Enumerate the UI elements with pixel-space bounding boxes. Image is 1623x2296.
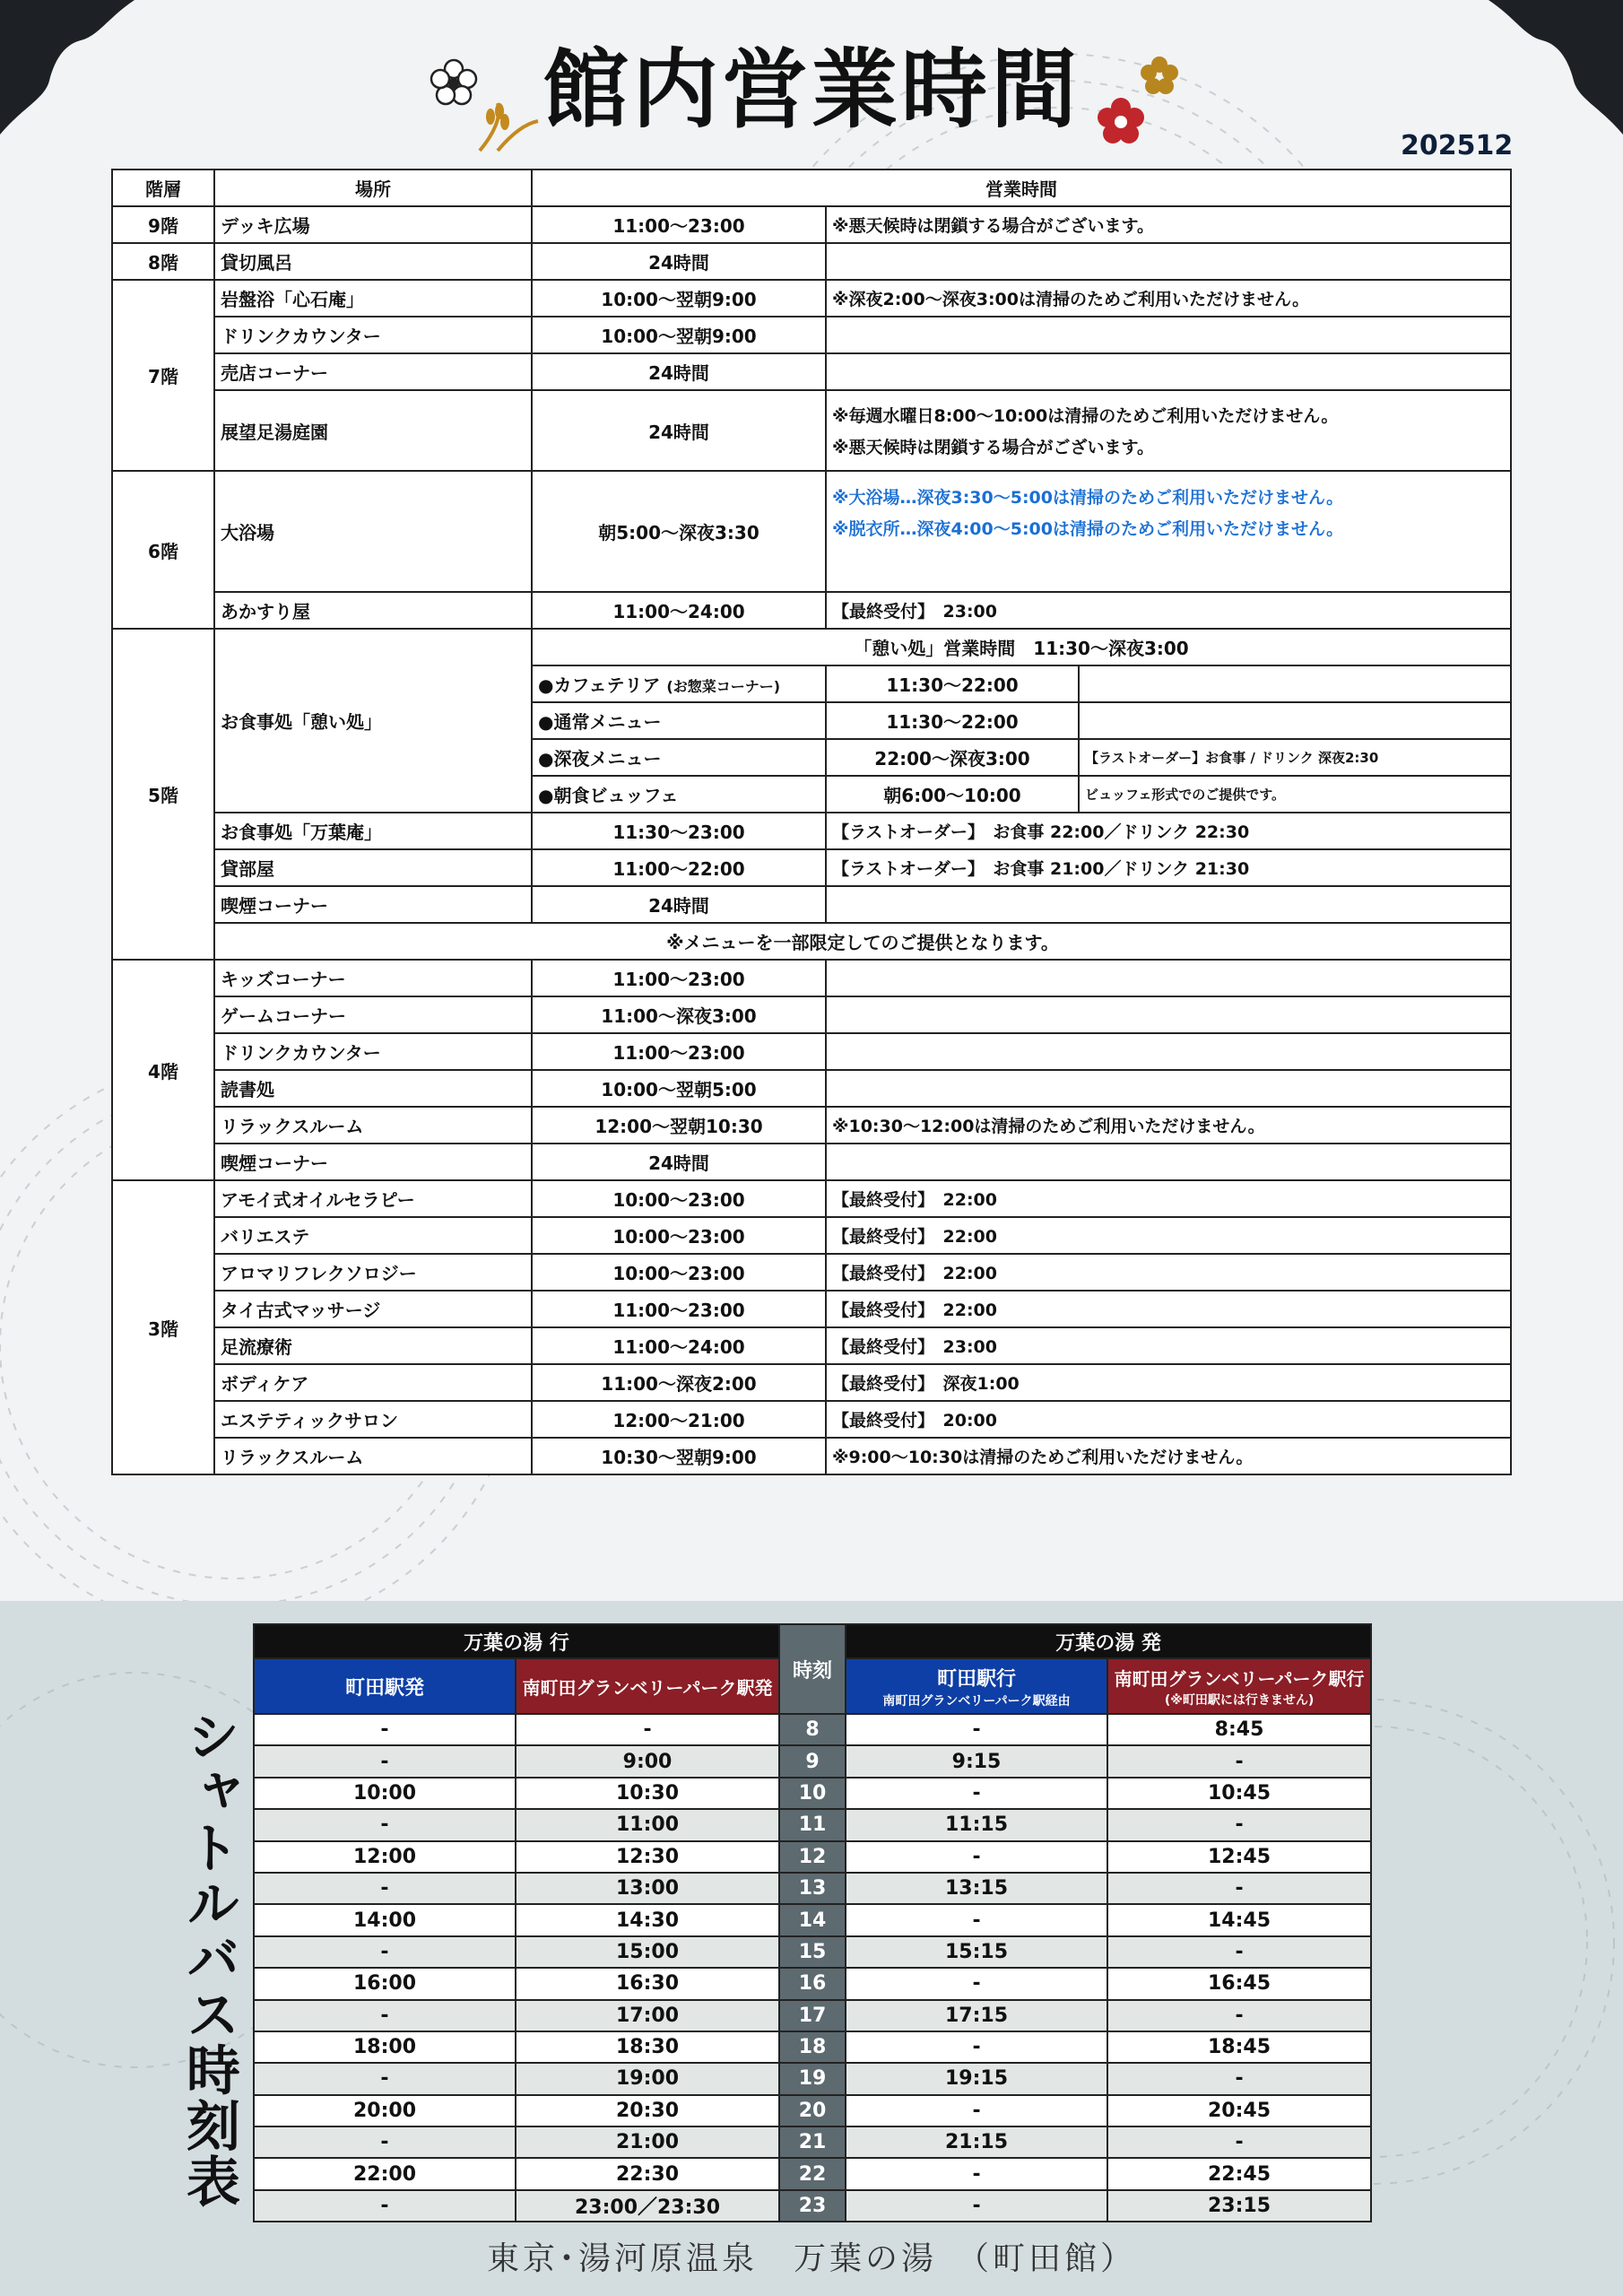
shuttle-row (254, 1714, 1371, 1745)
machida-departure-time: - (254, 1809, 516, 1840)
to-machida-time: 15:15 (846, 1936, 1107, 1968)
table-row (112, 813, 1511, 849)
opening-hours: 10:00〜翌朝9:00 (532, 280, 826, 317)
place-name: バリエステ (214, 1217, 532, 1254)
note: 【最終受付】 23:00 (826, 592, 1511, 629)
opening-hours: 24時間 (532, 353, 826, 390)
footer-facility-name: 東京･湯河原温泉 万葉の湯 （町田館） (486, 2240, 1136, 2277)
table-row (112, 280, 1511, 317)
place-name: お食事処「憩い処」 (214, 629, 532, 813)
note: 【ラストオーダー】お食事 / ドリンク 深夜2:30 (1079, 739, 1511, 776)
minami-machida-departure-time: 20:30 (516, 2095, 779, 2126)
place-name: 展望足湯庭園 (214, 390, 532, 471)
note: 【最終受付】 22:00 (826, 1180, 1511, 1217)
to-minami-machida-time: - (1107, 1809, 1371, 1840)
opening-hours: 11:00〜深夜2:00 (532, 1364, 826, 1401)
note (826, 317, 1511, 353)
table-row (112, 629, 1511, 665)
note: ※深夜2:00〜深夜3:00は清掃のためご利用いただけません。 (826, 280, 1511, 317)
shuttle-row (254, 2158, 1371, 2189)
shuttle-row (254, 2031, 1371, 2063)
to-minami-machida-time: 20:45 (1107, 2095, 1371, 2126)
opening-hours: 11:00〜22:00 (532, 849, 826, 886)
minami-machida-departure-time: 14:30 (516, 1904, 779, 1935)
shuttle-row (254, 1778, 1371, 1809)
machida-departure-time: - (254, 2000, 516, 2031)
place-name: ドリンクカウンター (214, 1033, 532, 1070)
note (826, 1070, 1511, 1107)
table-row (112, 960, 1511, 996)
table-row (112, 390, 1511, 471)
table-row (112, 996, 1511, 1033)
note-line: ※大浴場…深夜3:30〜5:00は清掃のためご利用いただけません。 (832, 488, 1344, 508)
table-row (112, 1254, 1511, 1291)
machida-departure-time: - (254, 1745, 516, 1777)
hour-cell: 8 (779, 1714, 846, 1745)
place-name: アモイ式オイルセラピー (214, 1180, 532, 1217)
floor-label: 4階 (112, 960, 214, 1180)
opening-hours: 11:00〜24:00 (532, 1327, 826, 1364)
machida-departure-time: 12:00 (254, 1841, 516, 1873)
table-row (112, 1327, 1511, 1364)
to-machida-sub: 南町田グランベリーパーク駅経由 (882, 1693, 1071, 1709)
note: 【最終受付】 23:00 (826, 1327, 1511, 1364)
floor-header: 階層 (112, 170, 214, 206)
opening-hours: 11:00〜23:00 (532, 1033, 826, 1070)
machida-departure-time: 20:00 (254, 2095, 516, 2126)
note (826, 996, 1511, 1033)
menu-name-sub: (お惣菜コーナー) (666, 678, 781, 695)
menu-name: ●通常メニュー (532, 702, 826, 739)
table-row (112, 592, 1511, 629)
to-machida-time: - (846, 1904, 1107, 1935)
menu-name: ●朝食ビュッフェ (532, 776, 826, 813)
opening-hours: 11:30〜22:00 (826, 702, 1079, 739)
note: 【ラストオーダー】 お食事 21:00／ドリンク 21:30 (826, 849, 1511, 886)
shuttle-row (254, 2063, 1371, 2094)
machida-departure-time: - (254, 2190, 516, 2222)
note: ※9:00〜10:30は清掃のためご利用いただけません。 (826, 1438, 1511, 1474)
opening-hours: 10:00〜23:00 (532, 1254, 826, 1291)
to-minami-machida-time: - (1107, 1936, 1371, 1968)
floor-label: 7階 (112, 280, 214, 471)
note (826, 886, 1511, 923)
edition-code: 202512 (1401, 130, 1514, 161)
to-machida-time: - (846, 1778, 1107, 1809)
machida-departure-time: - (254, 2063, 516, 2094)
minami-machida-departure-time: 17:00 (516, 2000, 779, 2031)
note (1079, 702, 1511, 739)
minami-machida-departure-time: 15:00 (516, 1936, 779, 1968)
hour-cell: 16 (779, 1968, 846, 1999)
table-row (112, 471, 1511, 592)
shuttle-row (254, 2126, 1371, 2158)
minami-machida-departure-time: 22:30 (516, 2158, 779, 2189)
place-name: タイ古式マッサージ (214, 1291, 532, 1327)
hours-header: 営業時間 (532, 170, 1511, 206)
opening-hours: 22:00〜深夜3:00 (826, 739, 1079, 776)
hour-cell: 17 (779, 2000, 846, 2031)
note (1079, 665, 1511, 702)
place-name: デッキ広場 (214, 206, 532, 243)
to-minami-machida-time: 22:45 (1107, 2158, 1371, 2189)
floor-label: 8階 (112, 243, 214, 280)
hour-cell: 20 (779, 2095, 846, 2126)
table-row (112, 1217, 1511, 1254)
machida-departure-time: - (254, 1714, 516, 1745)
to-machida-time: - (846, 2190, 1107, 2222)
to-manyo-header: 万葉の湯 行 (254, 1624, 779, 1658)
place-name: ドリンクカウンター (214, 317, 532, 353)
place-name: 読書処 (214, 1070, 532, 1107)
machida-departure-time: 18:00 (254, 2031, 516, 2063)
machida-departure-time: - (254, 1873, 516, 1904)
to-machida-time: 11:15 (846, 1809, 1107, 1840)
menu-name: ●深夜メニュー (532, 739, 826, 776)
shuttle-body (254, 1714, 1371, 2222)
to-minami-machida-time: 16:45 (1107, 1968, 1371, 1999)
to-machida-header (846, 1658, 1107, 1714)
to-minami-machida-time: - (1107, 1745, 1371, 1777)
shuttle-row (254, 1936, 1371, 1968)
place-name: お食事処「万葉庵」 (214, 813, 532, 849)
hour-cell: 10 (779, 1778, 846, 1809)
opening-hours: 10:00〜翌朝9:00 (532, 317, 826, 353)
to-minami-machida-time: - (1107, 2063, 1371, 2094)
note: 【最終受付】 22:00 (826, 1254, 1511, 1291)
hour-cell: 23 (779, 2190, 846, 2222)
table-row (112, 1107, 1511, 1144)
to-minami-machida-time: 10:45 (1107, 1778, 1371, 1809)
table-row (112, 243, 1511, 280)
menu-name (532, 665, 826, 702)
minami-machida-departure-time: 11:00 (516, 1809, 779, 1840)
minami-machida-departure-time: 19:00 (516, 2063, 779, 2094)
opening-hours: 11:00〜23:00 (532, 1291, 826, 1327)
floor-label: 5階 (112, 629, 214, 960)
minami-machida-departure-time: 12:30 (516, 1841, 779, 1873)
hour-cell: 19 (779, 2063, 846, 2094)
opening-hours: 24時間 (532, 886, 826, 923)
note (826, 1144, 1511, 1180)
place-name: 岩盤浴「心石庵」 (214, 280, 532, 317)
opening-hours: 24時間 (532, 1144, 826, 1180)
to-machida-time: - (846, 2031, 1107, 2063)
to-minami-machida-time: 14:45 (1107, 1904, 1371, 1935)
note (826, 353, 1511, 390)
hour-cell: 12 (779, 1841, 846, 1873)
machida-departure-time: - (254, 1936, 516, 1968)
to-machida-time: - (846, 2095, 1107, 2126)
hour-cell: 18 (779, 2031, 846, 2063)
table-row (112, 1401, 1511, 1438)
hour-cell: 9 (779, 1745, 846, 1777)
opening-hours: 11:00〜24:00 (532, 592, 826, 629)
shuttle-row (254, 2095, 1371, 2126)
to-minami-machida-time: 23:15 (1107, 2190, 1371, 2222)
floor-label: 9階 (112, 206, 214, 243)
to-machida-time: - (846, 1841, 1107, 1873)
table-row (112, 1144, 1511, 1180)
hour-cell: 13 (779, 1873, 846, 1904)
to-machida-time: 19:15 (846, 2063, 1107, 2094)
table-row (112, 1438, 1511, 1474)
table-row (112, 1364, 1511, 1401)
to-machida-label: 町田駅行 (937, 1667, 1017, 1691)
shuttle-header-row (254, 1624, 1371, 1658)
table-row (112, 1033, 1511, 1070)
hour-cell: 21 (779, 2126, 846, 2158)
shuttle-row (254, 2000, 1371, 2031)
place-name: 売店コーナー (214, 353, 532, 390)
to-machida-time: - (846, 2158, 1107, 2189)
note: 【最終受付】 22:00 (826, 1291, 1511, 1327)
machida-departure-time: 22:00 (254, 2158, 516, 2189)
place-name: キッズコーナー (214, 960, 532, 996)
opening-hours: 11:00〜23:00 (532, 960, 826, 996)
opening-hours: 11:00〜23:00 (532, 206, 826, 243)
hour-cell: 22 (779, 2158, 846, 2189)
place-name: 足流療術 (214, 1327, 532, 1364)
note: ビュッフェ形式でのご提供です。 (1079, 776, 1511, 813)
to-minami-machida-time: - (1107, 2126, 1371, 2158)
note (826, 471, 1511, 592)
opening-hours: 24時間 (532, 243, 826, 280)
opening-hours: 11:30〜23:00 (532, 813, 826, 849)
opening-hours: 10:30〜翌朝9:00 (532, 1438, 826, 1474)
minami-machida-departure-time: 10:30 (516, 1778, 779, 1809)
machida-departure-time: 16:00 (254, 1968, 516, 1999)
hour-cell: 11 (779, 1809, 846, 1840)
place-name: アロマリフレクソロジー (214, 1254, 532, 1291)
place-name: 貸切風呂 (214, 243, 532, 280)
opening-hours: 12:00〜翌朝10:30 (532, 1107, 826, 1144)
minami-machida-departure-time: 18:30 (516, 2031, 779, 2063)
table-row (112, 353, 1511, 390)
table-row (112, 1291, 1511, 1327)
place-header: 場所 (214, 170, 532, 206)
minami-machida-departure-time: 13:00 (516, 1873, 779, 1904)
to-minami-machida-time: 18:45 (1107, 2031, 1371, 2063)
to-machida-time: 9:15 (846, 1745, 1107, 1777)
shuttle-row (254, 1809, 1371, 1840)
to-machida-time: 13:15 (846, 1873, 1107, 1904)
shuttle-vertical-title: シャトルバス時刻表 (178, 1709, 240, 2209)
place-name: 喫煙コーナー (214, 886, 532, 923)
note-line: ※悪天候時は閉鎖する場合がございます。 (832, 438, 1154, 457)
shuttle-row (254, 1873, 1371, 1904)
to-machida-time: 21:15 (846, 2126, 1107, 2158)
shuttle-row (254, 1745, 1371, 1777)
to-minami-machida-sub: (※町田駅には行きません) (1164, 1692, 1315, 1708)
minami-machida-departure-header: 南町田グランベリーパーク駅発 (516, 1658, 779, 1714)
table-row (112, 1070, 1511, 1107)
minami-machida-departure-time: 23:00／23:30 (516, 2190, 779, 2222)
note: ※悪天候時は閉鎖する場合がございます。 (826, 206, 1511, 243)
to-machida-time: - (846, 1968, 1107, 1999)
hour-cell: 14 (779, 1904, 846, 1935)
from-manyo-header: 万葉の湯 発 (846, 1624, 1371, 1658)
minami-machida-departure-time: 16:30 (516, 1968, 779, 1999)
place-name: エステティックサロン (214, 1401, 532, 1438)
opening-hours: 10:00〜23:00 (532, 1217, 826, 1254)
table-row (112, 317, 1511, 353)
opening-hours: 朝5:00〜深夜3:30 (532, 471, 826, 592)
note: 【ラストオーダー】 お食事 22:00／ドリンク 22:30 (826, 813, 1511, 849)
table-row (112, 886, 1511, 923)
opening-hours: 11:00〜深夜3:00 (532, 996, 826, 1033)
floor-footnote: ※メニューを一部限定してのご提供となります。 (214, 923, 1511, 960)
facility-hours-table (111, 169, 1512, 1475)
opening-hours: 朝6:00〜10:00 (826, 776, 1079, 813)
place-name: あかすり屋 (214, 592, 532, 629)
ikoi-hours-header: 「憩い処」営業時間 11:30〜深夜3:00 (532, 629, 1511, 665)
opening-hours: 12:00〜21:00 (532, 1401, 826, 1438)
place-name: リラックスルーム (214, 1107, 532, 1144)
place-name: ボディケア (214, 1364, 532, 1401)
note: 【最終受付】 20:00 (826, 1401, 1511, 1438)
shuttle-row (254, 2190, 1371, 2222)
place-name: リラックスルーム (214, 1438, 532, 1474)
place-name: 貸部屋 (214, 849, 532, 886)
minami-machida-departure-time: 9:00 (516, 1745, 779, 1777)
shuttle-row (254, 1841, 1371, 1873)
table-header-row (112, 170, 1511, 206)
place-name: 喫煙コーナー (214, 1144, 532, 1180)
to-minami-machida-time: 12:45 (1107, 1841, 1371, 1873)
minami-machida-departure-time: - (516, 1714, 779, 1745)
place-name: ゲームコーナー (214, 996, 532, 1033)
to-minami-machida-time: - (1107, 2000, 1371, 2031)
floor-label: 6階 (112, 471, 214, 629)
floor-label: 3階 (112, 1180, 214, 1474)
note (826, 960, 1511, 996)
opening-hours: 24時間 (532, 390, 826, 471)
opening-hours: 11:30〜22:00 (826, 665, 1079, 702)
minami-machida-departure-time: 21:00 (516, 2126, 779, 2158)
note-line: ※脱衣所…深夜4:00〜5:00は清掃のためご利用いただけません。 (832, 519, 1344, 539)
page-title: 館内営業時間 (542, 39, 1081, 140)
machida-departure-time: 10:00 (254, 1778, 516, 1809)
table-row (112, 923, 1511, 960)
shuttle-row (254, 1968, 1371, 1999)
shuttle-timetable (253, 1623, 1372, 2222)
note: 【最終受付】 深夜1:00 (826, 1364, 1511, 1401)
machida-departure-time: 14:00 (254, 1904, 516, 1935)
machida-departure-time: - (254, 2126, 516, 2158)
shuttle-row (254, 1904, 1371, 1935)
hour-cell: 15 (779, 1936, 846, 1968)
place-name: 大浴場 (214, 471, 532, 592)
to-machida-time: 17:15 (846, 2000, 1107, 2031)
note-line: ※毎週水曜日8:00〜10:00は清掃のためご利用いただけません。 (832, 406, 1339, 426)
note (826, 1033, 1511, 1070)
menu-name-text: ●カフェテリア (538, 674, 661, 696)
note (826, 390, 1511, 471)
to-minami-machida-time: - (1107, 1873, 1371, 1904)
table-row (112, 1180, 1511, 1217)
note: 【最終受付】 22:00 (826, 1217, 1511, 1254)
to-minami-machida-header (1107, 1658, 1371, 1714)
to-machida-time: - (846, 1714, 1107, 1745)
note (826, 243, 1511, 280)
opening-hours: 10:00〜23:00 (532, 1180, 826, 1217)
opening-hours: 10:00〜翌朝5:00 (532, 1070, 826, 1107)
table-row (112, 206, 1511, 243)
table-row (112, 849, 1511, 886)
hour-header: 時刻 (779, 1624, 846, 1714)
to-minami-machida-time: 8:45 (1107, 1714, 1371, 1745)
note: ※10:30〜12:00は清掃のためご利用いただけません。 (826, 1107, 1511, 1144)
machida-departure-header: 町田駅発 (254, 1658, 516, 1714)
to-minami-machida-label: 南町田グランベリーパーク駅行 (1114, 1667, 1365, 1690)
